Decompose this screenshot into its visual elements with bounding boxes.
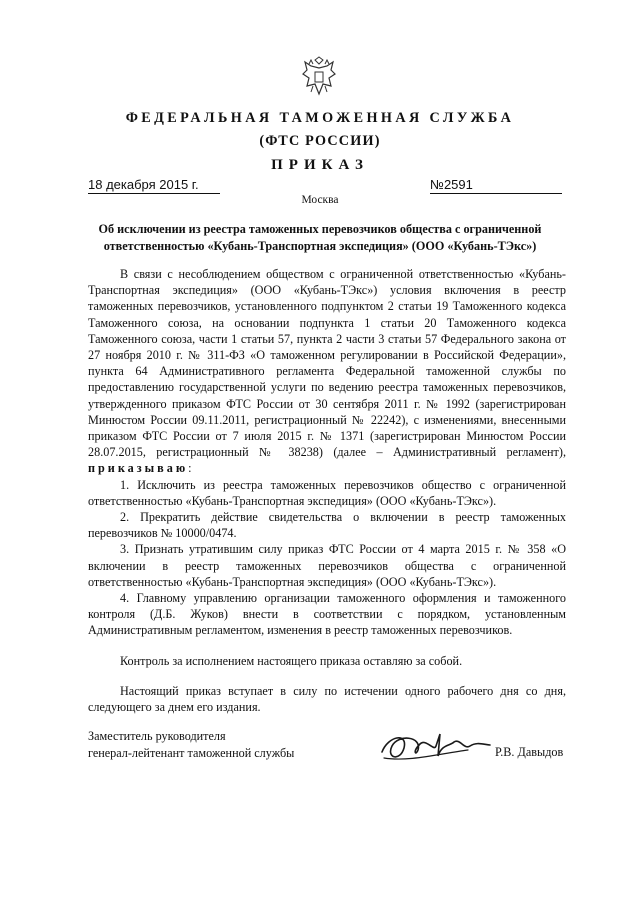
document-type: ПРИКАЗ <box>271 157 369 173</box>
order-body <box>88 266 566 715</box>
agency-name: ФЕДЕРАЛЬНАЯ ТАМОЖЕННАЯ СЛУЖБА <box>125 110 515 126</box>
order-date: 18 декабря 2015 г. <box>88 177 220 194</box>
order-item-2: 2. Прекратить действие свидетельства о включении в реестр таможенных перевозчиков № 10000/0474. <box>88 510 566 541</box>
handwritten-signature <box>378 722 493 770</box>
effective-clause: Настоящий приказ вступает в силу по истечении одного рабочего дня со дня, следующего за днем его издания. <box>88 683 566 715</box>
order-city: Москва <box>301 194 339 206</box>
order-item-4: 4. Главному управлению организации таможенного оформления и таможенного контроля (Д.Б. Жуков) внести в соответствии с порядком, установленным Административным регламентом, изменения в реестр таможенных перевозчиков. <box>88 591 566 638</box>
order-item-3: 3. Признать утратившим силу приказ ФТС России от 4 марта 2015 г. № 358 «О включении в реестр таможенных перевозчиков общества с ограниченной ответственностью «Кубань-Транспортная экспедиция» (ООО «Кубань-ТЭкс»). <box>88 542 566 589</box>
order-word: приказываю <box>88 461 189 476</box>
agency-short-name: (ФТС РОССИИ) <box>259 133 381 149</box>
order-item-1: 1. Исключить из реестра таможенных перевозчиков общество с ограниченной ответственностью «Кубань-Транспортная экспедиция» (ООО «Кубань-ТЭкс»). <box>88 477 566 508</box>
signer-title-line2: генерал-лейтенант таможенной службы <box>88 745 295 760</box>
intro-text: В связи с несоблюдением обществом с ограниченной ответственностью «Кубань-Транспортная экспедиция» (ООО «Кубань-ТЭкс») условия включения в реестр таможенных перевозчиков, установленного подпунктом 2 статьи 19 Таможенного кодекса Таможенного союза, на основании подпункта 1 статьи 20 Таможенного кодекса Таможенного союза, части 1 статьи 57, пункта 2 части 3 статьи 57 Федерального закона от 27 ноября 2010 г. № 311-ФЗ «О таможенном регулировании в Российской Федерации», пункта 64 Административного регламента Федеральной таможенной службы по предоставлению государственной услуги по ведению реестра таможенных перевозчиков, утвержденного приказом ФТС России от 30 сентября 2011 г. № 1992 (зарегистрирован Минюстом России 09.11.2011, регистрационный № 22242), с изменениями, внесенными приказом ФТС России от 7 июля 2015 г. № 1371 (зарегистрирован Минюстом России 28.07.2015, регистрационный № 38238) (далее – Административный регламент), <box>88 267 566 460</box>
signer-title-line1: Заместитель руководителя <box>88 729 226 743</box>
order-number: №2591 <box>430 177 562 194</box>
order-intro: В связи с несоблюдением обществом с ограниченной ответственностью «Кубань-Транспортная экспедиция» (ООО «Кубань-ТЭкс») условия включения в реестр таможенных перевозчиков, установленного подпунктом 2 статьи 19 Таможенного кодекса Таможенного союза, на основании подпункта 1 статьи 20 Таможенного кодекса Таможенного союза, части 1 статьи 57, пункта 2 части 3 статьи 57 Федерального закона от 27 ноября 2010 г. № 311-ФЗ «О таможенном регулировании в Российской Федерации», пункта 64 Административного регламента Федеральной таможенной службы по предоставлению государственной услуги по ведению реестра таможенных перевозчиков, утвержденного приказом ФТС России от 30 сентября 2011 г. № 1992 (зарегистрирован Минюстом России 09.11.2011, регистрационный № 22242), с изменениями, внесенными приказом ФТС России от 7 июля 2015 г. № 1371 (зарегистрирован Минюстом России 28.07.2015, регистрационный № 38238) (далее – Административный регламент), приказываю: <box>88 267 566 476</box>
russian-coat-of-arms-icon <box>301 56 337 98</box>
signer-name: Р.В. Давыдов <box>495 745 564 759</box>
order-subject: Об исключении из реестра таможенных перевозчиков общества с ограниченной ответственностью «Кубань-Транспортная экспедиция» (ООО «Кубань-ТЭкс») <box>98 222 542 253</box>
control-clause: Контроль за исполнением настоящего приказа оставляю за собой. <box>120 653 463 668</box>
signer-title <box>88 728 294 761</box>
